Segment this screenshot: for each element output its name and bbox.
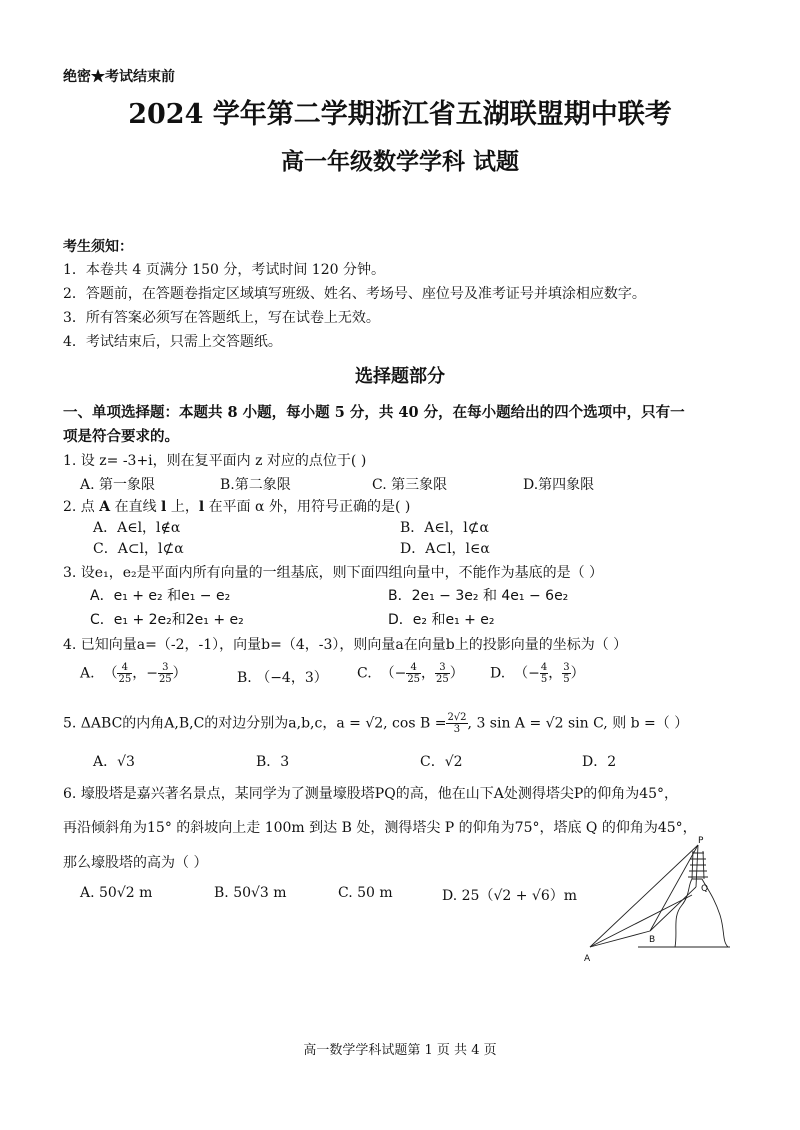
q3-option-b: B．2e₁ − 3e₂ 和 4e₁ − 6e₂ xyxy=(388,588,569,604)
exam-title: 2024 学年第二学期浙江省五湖联盟期中联考 xyxy=(128,99,672,130)
confidential-mark: 绝密★考试结束前 xyxy=(63,69,175,85)
question-1-stem: 1. 设 z= -3+i，则在复平面内 z 对应的点位于( ) xyxy=(63,453,367,469)
q5-option-c: C．√2 xyxy=(420,754,463,770)
q2-option-c: C．A⊂l，l⊄α xyxy=(93,541,184,557)
label-q: Q xyxy=(701,884,709,894)
q5-option-d: D．2 xyxy=(582,754,617,770)
label-a: A xyxy=(584,954,591,964)
line-b-p xyxy=(650,845,698,931)
q1-option-a: A. 第一象限 xyxy=(80,477,156,493)
q1-option-d: D.第四象限 xyxy=(523,477,595,493)
q2-stem-part: 2. 点 xyxy=(63,499,100,515)
q4-option-d: D. （− $\frac{4}{5}$ ， $\frac{3}{5}$ ） xyxy=(490,662,585,685)
q2-point-a: A xyxy=(99,499,111,515)
part1-instructions-cont: 项是符合要求的。 xyxy=(63,428,179,445)
frac-den: 25 xyxy=(118,674,132,685)
section-title: 选择题部分 xyxy=(355,366,445,387)
q1-option-c: C. 第三象限 xyxy=(372,477,448,493)
tower-axis xyxy=(696,845,698,887)
question-6-line3: 那么壕股塔的高为（ ） xyxy=(63,855,208,871)
frac-den: 25 xyxy=(407,674,421,685)
frac-num: 4 xyxy=(406,662,421,674)
q5-stem-part: 5. ΔABC的内角A,B,C的对边分别为a,b,c，a = √2, cos B = xyxy=(63,715,447,732)
label-b: B xyxy=(649,935,656,945)
q4-option-b: B. （−4，3） xyxy=(237,670,328,686)
frac-den: 25 xyxy=(436,674,449,685)
question-6-line1: 6. 壕股塔是嘉兴著名景点，某同学为了测量壕股塔PQ的高，他在山下A处测得塔尖P的仰角为45°， xyxy=(63,786,679,802)
pagoda-figure xyxy=(580,835,740,965)
question-6-line2: 再沿倾斜角为15° 的斜坡向上走 100m 到达 B 处，测得塔尖 P 的仰角为75°，塔底 Q 的仰角为45°， xyxy=(63,820,697,836)
question-2-stem xyxy=(63,496,410,516)
frac-den: 5 xyxy=(540,674,548,685)
q6-option-b: B. 50√3 m xyxy=(214,885,287,901)
q2-option-b: B．A∈l，l⊄α xyxy=(400,520,489,536)
frac-den: 3 xyxy=(453,724,461,735)
notice-heading: 考生须知： xyxy=(63,239,133,255)
frac-num: 3 xyxy=(435,662,450,674)
frac-num: 4 xyxy=(540,662,548,673)
notice-item: 4．考试结束后，只需上交答题纸。 xyxy=(63,334,282,350)
q5-option-b: B．3 xyxy=(256,754,290,770)
q4-option-c: C. （− $\frac{4}{25}$ ， $\frac{3}{25}$ ） xyxy=(357,662,464,685)
frac-den: 25 xyxy=(158,674,172,685)
frac-num: 3 xyxy=(158,662,173,674)
question-4-stem: 4. 已知向量a=（-2，-1），向量b=（4，-3），则向量a在向量b上的投影向量的坐标为（ ） xyxy=(63,637,628,653)
question-5-stem xyxy=(63,712,688,735)
frac-den: 5 xyxy=(563,674,570,685)
notice-item: 2．答题前，在答题卷指定区域填写班级、姓名、考场号、座位号及准考证号并填涂相应数字。 xyxy=(63,286,646,302)
q4-option-label: C. xyxy=(357,665,372,682)
q2-option-d: D．A⊂l，l∈α xyxy=(400,541,490,557)
question-3-stem: 3. 设e₁，e₂是平面内所有向量的一组基底，则下面四组向量中，不能作为基底的是（ ） xyxy=(63,565,604,581)
q4-option-label: D. xyxy=(490,665,506,682)
line-b-q xyxy=(650,887,696,931)
label-p: P xyxy=(698,836,704,846)
line-a-q xyxy=(590,895,692,947)
notice-item: 3．所有答案必须写在答题纸上，写在试卷上无效。 xyxy=(63,310,380,326)
notice-item: 1．本卷共 4 页满分 150 分，考试时间 120 分钟。 xyxy=(63,262,385,278)
frac-num: 3 xyxy=(563,662,570,673)
q6-option-a: A. 50√2 m xyxy=(80,885,153,901)
frac-num: 4 xyxy=(117,662,132,674)
exam-subtitle: 高一年级数学学科 试题 xyxy=(280,148,519,175)
q2-line-l: l xyxy=(198,499,205,515)
q5-option-a: A．√3 xyxy=(93,754,135,770)
q3-option-d: D．e₂ 和e₁ + e₂ xyxy=(388,612,495,628)
q6-option-d: D. 25（√2 + √6）m xyxy=(442,888,578,904)
q1-option-b: B.第二象限 xyxy=(220,477,291,493)
q2-stem-part: 在直线 xyxy=(110,499,162,515)
page-footer: 高一数学学科试题第 1 页 共 4 页 xyxy=(303,1043,497,1058)
q2-stem-part: 上， xyxy=(166,499,199,515)
q4-option-label: A. xyxy=(80,665,95,682)
q2-line-l: l xyxy=(161,499,167,515)
q3-option-a: A．e₁ + e₂ 和e₁ − e₂ xyxy=(90,588,231,604)
part1-instructions: 一、单项选择题：本题共 8 小题，每小题 5 分，共 40 分，在每小题给出的四个选项中，只有一 xyxy=(63,404,685,421)
line-a-p xyxy=(590,845,698,947)
q3-option-c: C．e₁ + 2e₂和2e₁ + e₂ xyxy=(90,612,244,628)
frac-num: 2√2 xyxy=(447,712,467,723)
q4-option-a: A. （ $\frac{4}{25}$ ，− $\frac{3}{25}$ ） xyxy=(80,662,187,685)
q5-stem-part: , 3 sin A = √2 sin C, 则 b =（ ） xyxy=(467,715,689,732)
q2-stem-part: 在平面 α 外，用符号正确的是( ) xyxy=(204,499,411,515)
q6-option-c: C. 50 m xyxy=(338,885,393,901)
tower-tiers xyxy=(688,853,708,877)
q2-option-a: A．A∈l，l∉α xyxy=(93,520,181,536)
